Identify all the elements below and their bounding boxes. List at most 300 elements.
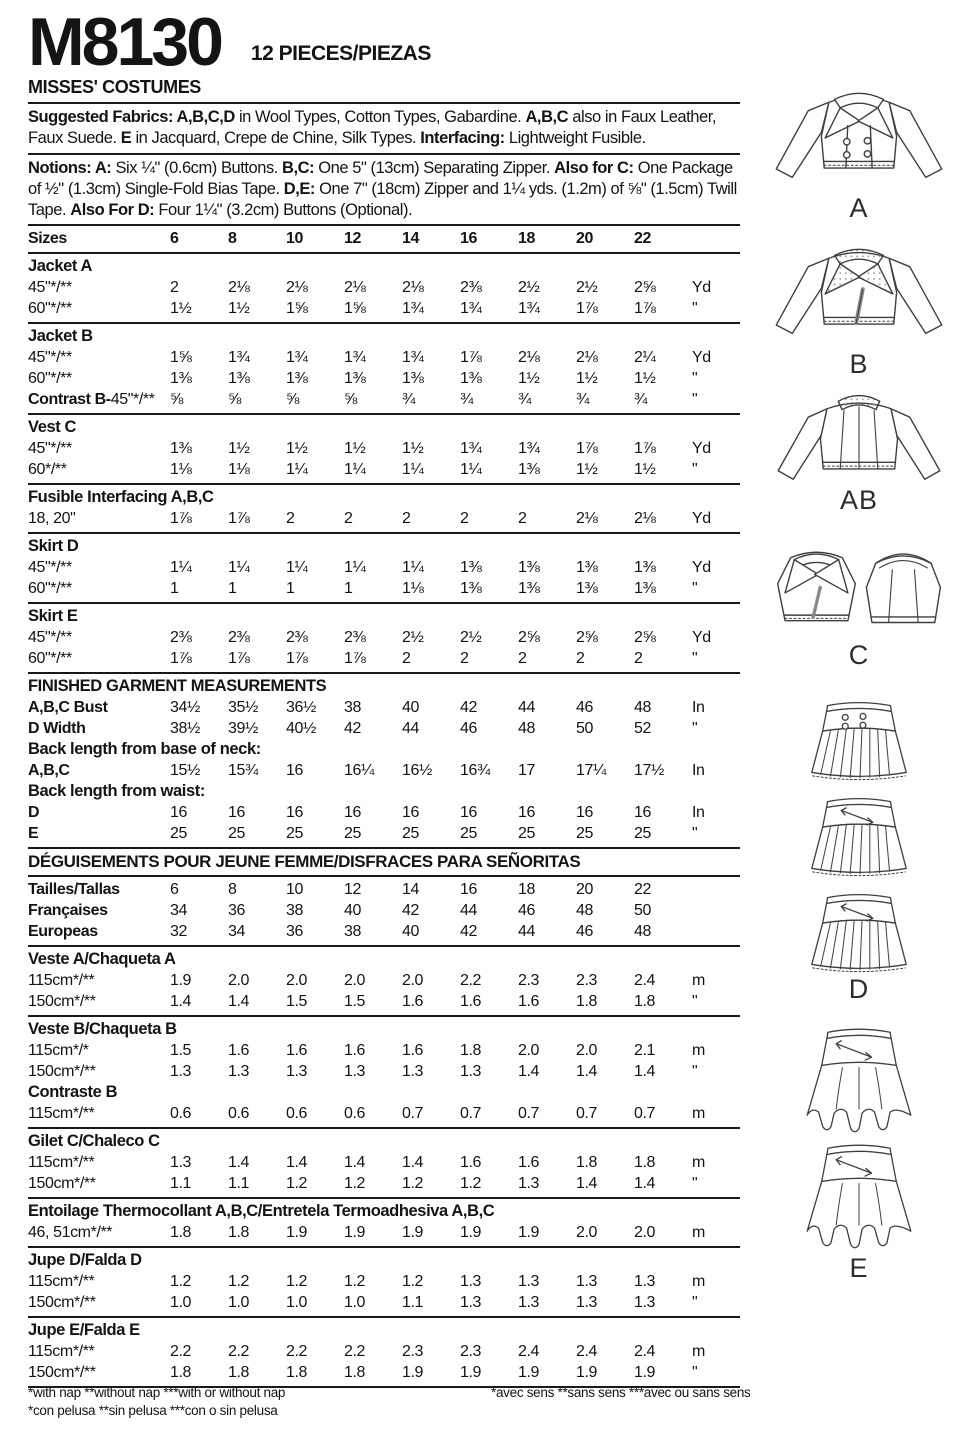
cell-value: 1.3 <box>402 1062 424 1080</box>
cell-value: 16 <box>170 803 187 821</box>
unit-cell: " <box>692 299 698 317</box>
cell-value: 22 <box>634 229 651 247</box>
cell-value: 1¾ <box>460 299 482 317</box>
cell-value: 2.3 <box>460 1342 482 1360</box>
table-row <box>28 228 740 249</box>
cell-value: 1¼ <box>344 460 366 478</box>
cell-value: 2⅝ <box>576 628 598 646</box>
cell-value: ¾ <box>402 390 415 408</box>
unit-cell: In <box>692 698 705 716</box>
cell-value: 1.9 <box>576 1363 598 1381</box>
section-header: Back length from base of neck: <box>28 739 261 758</box>
cell-value: 1½ <box>634 369 656 387</box>
cell-value: 2⅝ <box>634 628 656 646</box>
table-row <box>28 1152 740 1173</box>
unit-cell: Yd <box>692 439 711 457</box>
unit-cell: m <box>692 971 705 989</box>
unit-cell: " <box>692 719 698 737</box>
row-label-bold-prefix: Contrast B- <box>28 390 111 408</box>
cell-value: 8 <box>228 880 237 898</box>
cell-value: 1.3 <box>518 1174 540 1192</box>
section-rule <box>28 1127 740 1129</box>
cell-value: 1⅞ <box>576 299 598 317</box>
text-run: Four 1¼" (3.2cm) Buttons (Optional). <box>158 200 413 219</box>
section-rule <box>28 1316 740 1318</box>
row-label: 46, 51cm*/** <box>28 1223 113 1241</box>
section-header: DÉGUISEMENTS POUR JEUNE FEMME/DISFRACES PARA SEÑORITAS <box>28 851 581 871</box>
cell-value: 1.6 <box>402 1041 424 1059</box>
text-run: Six ¼" (0.6cm) Buttons. <box>115 158 283 177</box>
cell-value: 1.8 <box>170 1363 192 1381</box>
table-row <box>28 557 740 578</box>
bold-text-run: B,C: <box>282 158 319 177</box>
unit-cell: " <box>692 460 698 478</box>
unit-cell: " <box>692 1174 698 1192</box>
cell-value: 1.2 <box>402 1272 424 1290</box>
cell-value: 40½ <box>286 719 316 737</box>
cell-value: 16 <box>460 880 477 898</box>
cell-value: 1.9 <box>460 1363 482 1381</box>
cell-value: 39½ <box>228 719 258 737</box>
cell-value: 44 <box>460 901 477 919</box>
cell-value: 2.2 <box>170 1342 192 1360</box>
cell-value: 1½ <box>286 439 308 457</box>
cell-value: 1.8 <box>170 1223 192 1241</box>
cell-value: 16¼ <box>344 761 374 779</box>
cell-value: 16 <box>576 803 593 821</box>
cell-value: 25 <box>170 824 187 842</box>
cell-value: 42 <box>402 901 419 919</box>
row-label: 60"*/** <box>28 649 72 667</box>
table-row <box>28 970 740 991</box>
text-run: in Wool Types, Cotton Types, Gabardine. <box>234 107 526 126</box>
section-rule <box>28 483 740 485</box>
cell-value: 1.3 <box>170 1062 192 1080</box>
bold-text-run: A,B,C <box>525 107 569 126</box>
footnote-french: *avec sens **sans sens ***avec ou sans sens <box>491 1385 751 1400</box>
figure-vest-c <box>764 543 954 669</box>
cell-value: 0.7 <box>402 1104 424 1122</box>
cell-value: 2½ <box>518 278 540 296</box>
cell-value: 1¼ <box>402 460 424 478</box>
cell-value: 1.6 <box>518 1153 540 1171</box>
cell-value: 1 <box>344 579 353 597</box>
cell-value: 1⅜ <box>286 369 308 387</box>
cell-value: 1¾ <box>286 348 308 366</box>
row-label: 150cm*/** <box>28 992 96 1010</box>
cell-value: 1.8 <box>286 1363 308 1381</box>
section-header: Entoilage Thermocollant A,B,C/Entretela Termoadhesiva A,B,C <box>28 1201 495 1220</box>
cell-value: 46 <box>576 698 593 716</box>
cell-value: 1.4 <box>228 1153 250 1171</box>
row-label: 115cm*/** <box>28 1272 95 1290</box>
skirt-d-illustration <box>800 793 918 879</box>
cell-value: 2⅝ <box>634 278 656 296</box>
row-label: 115cm*/** <box>28 1104 95 1122</box>
cell-value: 2⅛ <box>518 348 540 366</box>
cell-value: 1¾ <box>402 299 424 317</box>
cell-value: 2⅛ <box>286 278 308 296</box>
cell-value: 1⅞ <box>634 439 656 457</box>
cell-value: 1¼ <box>460 460 482 478</box>
cell-value: 1.6 <box>228 1041 250 1059</box>
cell-value: 1⅝ <box>344 299 366 317</box>
cell-value: 1.9 <box>518 1223 540 1241</box>
cell-value: 2 <box>460 649 469 667</box>
cell-value: 1½ <box>228 299 250 317</box>
cell-value: 1⅛ <box>228 460 250 478</box>
cell-value: 1½ <box>576 369 598 387</box>
cell-value: 2.3 <box>518 971 540 989</box>
section-header: Veste A/Chaqueta A <box>28 949 176 968</box>
header <box>28 4 740 80</box>
row-label: Europeas <box>28 922 98 940</box>
cell-value: ⅝ <box>228 390 241 408</box>
table-row <box>28 1292 740 1313</box>
figure-skirt-d-front <box>764 697 954 783</box>
section-header: Skirt E <box>28 606 78 625</box>
cell-value: 2 <box>402 509 411 527</box>
cell-value: 1¾ <box>460 439 482 457</box>
cell-value: 18 <box>518 229 535 247</box>
table-row <box>28 627 740 648</box>
cell-value: 15½ <box>170 761 200 779</box>
cell-value: 1¾ <box>228 348 250 366</box>
row-label: D <box>28 803 40 821</box>
cell-value: 1.8 <box>634 992 656 1010</box>
cell-value: 1.4 <box>228 992 250 1010</box>
section-header: Fusible Interfacing A,B,C <box>28 487 214 506</box>
figure-label-ab: AB <box>839 485 879 515</box>
unit-cell: Yd <box>692 278 711 296</box>
cell-value: 38 <box>344 922 361 940</box>
section-header: Jacket B <box>28 326 93 345</box>
cell-value: 1¼ <box>286 558 308 576</box>
cell-value: 0.7 <box>460 1104 482 1122</box>
table-row <box>28 648 740 669</box>
cell-value: 16 <box>286 761 303 779</box>
cell-value: 2⅜ <box>228 628 250 646</box>
cell-value: 1.5 <box>344 992 366 1010</box>
cell-value: 2.0 <box>576 1223 598 1241</box>
figure-skirt-d-back <box>764 889 954 1003</box>
cell-value: 2.4 <box>634 971 656 989</box>
unit-cell: " <box>692 369 698 387</box>
cell-value: 1⅞ <box>170 649 192 667</box>
cell-value: 2.0 <box>286 971 308 989</box>
figure-skirt-e-front <box>764 1024 954 1138</box>
cell-value: 2.0 <box>518 1041 540 1059</box>
section-header: Back length from waist: <box>28 781 205 800</box>
section-rule <box>28 672 740 674</box>
row-label: Contrast B-45"*/** <box>28 390 155 408</box>
cell-value: 2⅛ <box>402 278 424 296</box>
row-label: 60"*/** <box>28 369 72 387</box>
unit-cell <box>692 879 740 900</box>
unit-cell: m <box>692 1153 705 1171</box>
section-rule <box>28 322 740 324</box>
cell-value: 2 <box>518 509 527 527</box>
cell-value: 1⅞ <box>286 649 308 667</box>
cell-value: 1.2 <box>170 1272 192 1290</box>
row-label: 60*/** <box>28 460 67 478</box>
cell-value: 1 <box>170 579 179 597</box>
cell-value: 1.3 <box>228 1062 250 1080</box>
cell-value: 25 <box>228 824 245 842</box>
cell-value: 0.6 <box>228 1104 250 1122</box>
jacket-a-illustration <box>765 80 953 194</box>
section-rule <box>28 413 740 415</box>
cell-value: 36 <box>286 922 303 940</box>
cell-value: 1.1 <box>402 1293 424 1311</box>
row-label: Tailles/Tallas <box>28 880 120 898</box>
cell-value: 2 <box>460 509 469 527</box>
row-label: Sizes <box>28 229 67 247</box>
row-label: 115cm*/** <box>28 1153 95 1171</box>
cell-value: 2 <box>518 649 527 667</box>
cell-value: 10 <box>286 880 303 898</box>
figure-skirt-d-front-2 <box>764 793 954 879</box>
text-run: in Jacquard, Crepe de Chine, Silk Types. <box>131 128 421 147</box>
cell-value: ¾ <box>518 390 531 408</box>
cell-value: 20 <box>576 880 593 898</box>
unit-cell: " <box>692 992 698 1010</box>
cell-value: 1.3 <box>576 1293 598 1311</box>
unit-cell: " <box>692 390 698 408</box>
unit-cell: " <box>692 1293 698 1311</box>
table-row <box>28 823 740 844</box>
cell-value: 2½ <box>576 278 598 296</box>
cell-value: 1.6 <box>402 992 424 1010</box>
section-rule <box>28 1015 740 1017</box>
cell-value: 18 <box>518 880 535 898</box>
cell-value: 1¼ <box>344 558 366 576</box>
unit-cell: Yd <box>692 509 711 527</box>
row-label: 150cm*/** <box>28 1062 96 1080</box>
table-row <box>28 438 740 459</box>
cell-value: 15¾ <box>228 761 258 779</box>
unit-cell: " <box>692 649 698 667</box>
cell-value: 48 <box>634 922 651 940</box>
unit-cell: m <box>692 1223 705 1241</box>
vest-c-illustration <box>765 543 953 641</box>
cell-value: 1⅜ <box>460 369 482 387</box>
cell-value: 1⅜ <box>460 579 482 597</box>
table-row <box>28 697 740 718</box>
unit-cell: Yd <box>692 558 711 576</box>
cell-value: 2⅜ <box>170 628 192 646</box>
row-label: 60"*/** <box>28 299 72 317</box>
text-run: also in Faux Leather, Faux Suede. <box>28 107 717 147</box>
skirt-d-back-illustration <box>800 889 918 975</box>
cell-value: 16 <box>228 803 245 821</box>
table-row <box>28 508 740 529</box>
bold-text-run: Interfacing: <box>420 128 505 147</box>
figure-skirt-e-back <box>764 1140 954 1282</box>
table-row <box>28 459 740 480</box>
cell-value: 48 <box>576 901 593 919</box>
cell-value: 46 <box>576 922 593 940</box>
unit-cell: " <box>692 1363 698 1381</box>
cell-value: 1.3 <box>286 1062 308 1080</box>
cell-value: 2⅛ <box>228 278 250 296</box>
unit-cell: In <box>692 761 705 779</box>
cell-value: 1.9 <box>344 1223 366 1241</box>
cell-value: 38 <box>286 901 303 919</box>
cell-value: 1¾ <box>518 439 540 457</box>
cell-value: 2.4 <box>518 1342 540 1360</box>
table-row <box>28 1222 740 1243</box>
section-rule <box>28 532 740 534</box>
row-label: 60"*/** <box>28 579 72 597</box>
section-rule <box>28 875 740 877</box>
cell-value: 42 <box>460 922 477 940</box>
cell-value: 1.8 <box>460 1041 482 1059</box>
cell-value: 1⅜ <box>634 579 656 597</box>
table-row <box>28 991 740 1012</box>
cell-value: 1⅝ <box>170 348 192 366</box>
divider-rule <box>28 102 740 104</box>
cell-value: ⅝ <box>170 390 183 408</box>
cell-value: 2⅜ <box>460 278 482 296</box>
row-label: 150cm*/** <box>28 1363 96 1381</box>
table-row <box>28 1362 740 1383</box>
table-row <box>28 277 740 298</box>
cell-value: 1.4 <box>286 1153 308 1171</box>
section-rule <box>28 945 740 947</box>
cell-value: 2⅛ <box>576 509 598 527</box>
cell-value: 1.0 <box>344 1293 366 1311</box>
cell-value: 0.6 <box>286 1104 308 1122</box>
table-row <box>28 1061 740 1082</box>
cell-value: 25 <box>402 824 419 842</box>
cell-value: 25 <box>576 824 593 842</box>
row-label: E <box>28 824 39 842</box>
cell-value: 1.3 <box>460 1293 482 1311</box>
cell-value: ¾ <box>576 390 589 408</box>
cell-value: 1⅞ <box>170 509 192 527</box>
page-title: MISSES' COSTUMES <box>28 76 201 97</box>
cell-value: 2.0 <box>228 971 250 989</box>
cell-value: 16 <box>286 803 303 821</box>
cell-value: 22 <box>634 880 651 898</box>
section-header: Veste B/Chaqueta B <box>28 1019 177 1038</box>
cell-value: 46 <box>518 901 535 919</box>
unit-cell: In <box>692 803 705 821</box>
cell-value: 1⅜ <box>518 460 540 478</box>
cell-value: ¾ <box>634 390 647 408</box>
section-header: Jupe E/Falda E <box>28 1320 140 1339</box>
cell-value: 2 <box>286 509 295 527</box>
cell-value: 1.3 <box>460 1272 482 1290</box>
cell-value: 2.2 <box>344 1342 366 1360</box>
table-row <box>28 802 740 823</box>
cell-value: 1½ <box>344 439 366 457</box>
cell-value: 1.2 <box>286 1174 308 1192</box>
cell-value: 1.4 <box>576 1062 598 1080</box>
cell-value: 2.2 <box>460 971 482 989</box>
cell-value: 17½ <box>634 761 664 779</box>
cell-value: 16 <box>402 803 419 821</box>
cell-value: 1¾ <box>518 299 540 317</box>
cell-value: 40 <box>402 698 419 716</box>
section-header: Vest C <box>28 417 77 436</box>
cell-value: 16 <box>344 803 361 821</box>
cell-value: 36 <box>228 901 245 919</box>
cell-value: 2.4 <box>576 1342 598 1360</box>
cell-value: 2.4 <box>634 1342 656 1360</box>
cell-value: 1.6 <box>460 1153 482 1171</box>
cell-value: 2.3 <box>402 1342 424 1360</box>
cell-value: 2.2 <box>286 1342 308 1360</box>
cell-value: 1.2 <box>402 1174 424 1192</box>
unit-cell: " <box>692 1062 698 1080</box>
figure-jacket-a <box>764 80 954 222</box>
cell-value: 1⅞ <box>460 348 482 366</box>
unit-cell: Yd <box>692 628 711 646</box>
cell-value: 1¼ <box>402 558 424 576</box>
pieces-count: 12 PIECES/PIEZAS <box>250 41 431 65</box>
cell-value: 1.8 <box>344 1363 366 1381</box>
cell-value: 17 <box>518 761 535 779</box>
cell-value: 2 <box>344 509 353 527</box>
cell-value: 1.3 <box>460 1062 482 1080</box>
cell-value: 16 <box>460 229 477 247</box>
cell-value: 1⅜ <box>402 369 424 387</box>
main-content-column <box>28 4 740 1390</box>
row-label: Françaises <box>28 901 108 919</box>
cell-value: 1.6 <box>460 992 482 1010</box>
cell-value: 2 <box>170 278 179 296</box>
cell-value: ⅝ <box>344 390 357 408</box>
cell-value: 25 <box>286 824 303 842</box>
cell-value: 1½ <box>402 439 424 457</box>
cell-value: 1.3 <box>576 1272 598 1290</box>
cell-value: 35½ <box>228 698 258 716</box>
section-rule <box>28 252 740 254</box>
cell-value: 2⅛ <box>576 348 598 366</box>
cell-value: 1.6 <box>344 1041 366 1059</box>
cell-value: 0.7 <box>576 1104 598 1122</box>
cell-value: 50 <box>576 719 593 737</box>
cell-value: 2 <box>402 649 411 667</box>
jacket-ab-back-illustration <box>765 386 953 486</box>
inch-table <box>28 224 740 849</box>
bold-text-run: Notions: A: <box>28 158 116 177</box>
table-row <box>28 1040 740 1061</box>
row-label: 115cm*/** <box>28 1342 95 1360</box>
section-rule <box>28 1246 740 1248</box>
bold-text-run: D,E: <box>283 179 320 198</box>
cell-value: 8 <box>228 229 237 247</box>
cell-value: 44 <box>402 719 419 737</box>
cell-value: 1⅜ <box>576 579 598 597</box>
table-row <box>28 1271 740 1292</box>
table-row <box>28 1173 740 1194</box>
cell-value: 1.8 <box>576 992 598 1010</box>
cell-value: 1.9 <box>402 1363 424 1381</box>
cell-value: 2½ <box>460 628 482 646</box>
cell-value: 0.7 <box>518 1104 540 1122</box>
cell-value: ¾ <box>460 390 473 408</box>
cell-value: 1.4 <box>576 1174 598 1192</box>
section-header: Gilet C/Chaleco C <box>28 1131 160 1150</box>
cell-value: 1 <box>228 579 237 597</box>
cell-value: 1¾ <box>344 348 366 366</box>
cell-value: 1.4 <box>402 1153 424 1171</box>
table-row <box>28 879 740 900</box>
cell-value: 6 <box>170 229 179 247</box>
